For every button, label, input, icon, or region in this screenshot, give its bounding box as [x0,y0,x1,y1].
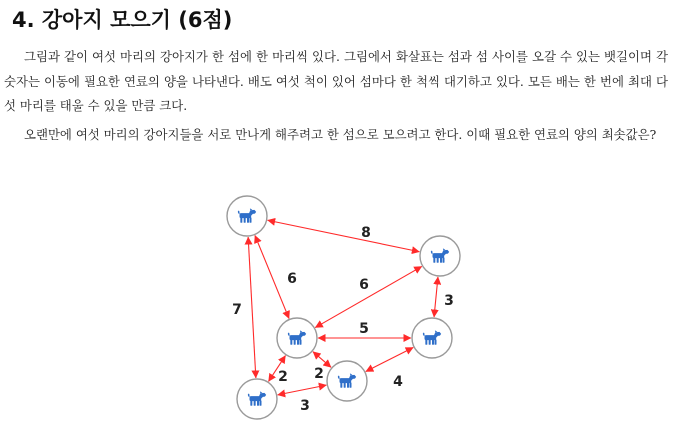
island-node-c [277,318,317,358]
edge-label-f-d: 4 [393,374,403,390]
edge-arrow-e-f [278,385,327,395]
island-node-f [327,361,367,401]
edge-label-a-b: 8 [361,225,371,241]
edge-label-a-c: 6 [287,271,297,287]
edge-label-b-d: 3 [444,293,454,309]
edge-arrow-a-e [248,237,256,378]
edge-label-c-d: 5 [359,321,369,337]
edge-label-c-e: 2 [278,369,288,385]
island-node-d [412,318,452,358]
edge-label-e-f: 3 [300,398,310,414]
edge-arrow-b-c [315,266,422,327]
problem-paragraph-1: 그림과 같이 여섯 마리의 강아지가 한 섬에 한 마리씩 있다. 그림에서 화살표는 섬과 섬 사이를 오갈 수 있는 뱃길이며 각 숫자는 이동에 필요한 연료의 양을 나타낸다. 배도 여섯 척이 있어 섬마다 한 척씩 대기하고 있다. 모든 배는 한 번에 최대 다섯 마리를 태울 수 있을 만큼 크다. [4,49,668,113]
edge-label-b-c: 6 [359,277,369,293]
edge-arrow-b-d [434,277,438,317]
edge-label-a-e: 7 [232,302,242,318]
island-node-a [227,196,267,236]
island-node-b [420,236,460,276]
problem-title: 4. 강아지 모으기 (6점) [12,8,233,32]
edge-arrow-c-f [313,352,331,368]
problem-paragraph-2: 오랜만에 여섯 마리의 강아지들을 서로 만나게 해주려고 한 섬으로 모으려고 한다. 이때 필요한 연료의 양의 최솟값은? [24,127,657,142]
nodes-group [227,196,460,419]
edge-arrow-f-d [366,347,414,371]
edge-arrow-a-c [255,235,289,318]
edge-label-c-f: 2 [314,366,324,382]
edge-arrow-a-b [268,220,420,251]
island-node-e [237,379,277,419]
